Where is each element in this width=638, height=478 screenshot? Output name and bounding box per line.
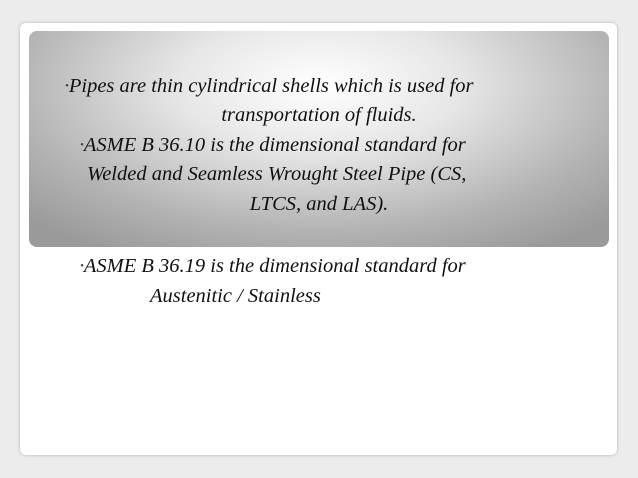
bullet-2-line-2: Welded and Seamless Wrought Steel Pipe (CS, — [87, 163, 467, 185]
bullet-2-line-1: •ASME B 36.10 is the dimensional standard for — [80, 134, 466, 156]
bullet-marker-1: • — [65, 80, 69, 92]
bullet-marker-2: • — [80, 139, 84, 151]
bullet-2-line-3: LTCS, and LAS). — [249, 193, 389, 215]
bullet-3-line-2: Austenitic / Stainless — [150, 285, 321, 307]
bullet-marker-3: • — [80, 260, 84, 272]
bullet-1-line-1: •Pipes are thin cylindrical shells which is used for — [65, 75, 474, 97]
bullet-1-line-2: transportation of fluids. — [221, 104, 417, 126]
bullet-3-line-1: •ASME B 36.19 is the dimensional standard for — [80, 255, 466, 277]
